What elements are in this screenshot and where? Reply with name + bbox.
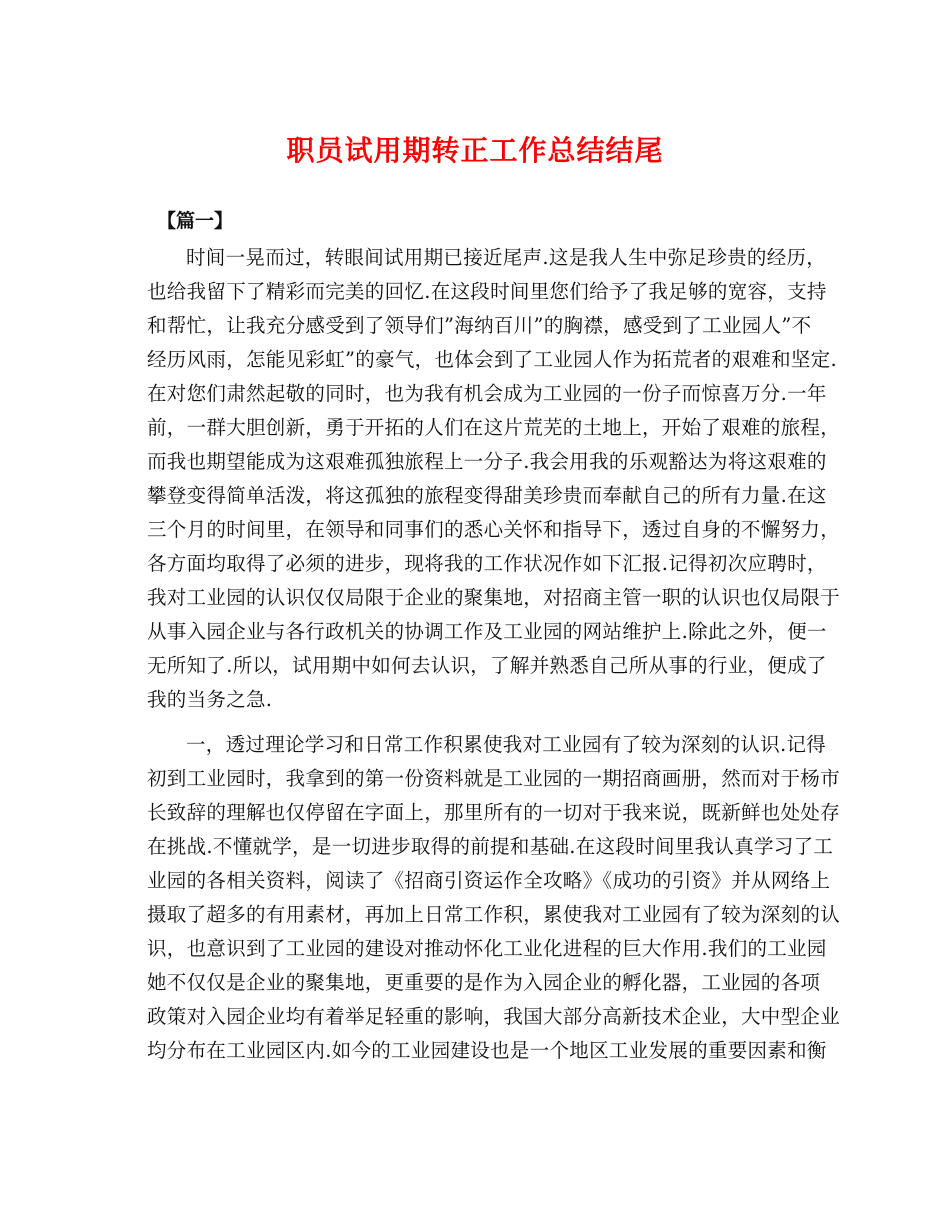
document-title: 职员试用期转正工作总结结尾 [286,134,664,167]
paragraph-line: 三个月的时间里，在领导和同事们的悉心关怀和指导下，透过自身的不懈努力， [147,518,841,541]
section-label: 【篇一】 [157,210,234,232]
paragraph-line: 她不仅仅是企业的聚集地，更重要的是作为入园企业的孵化器，工业园的各项 [147,971,821,994]
paragraph-line: 从事入园企业与各行政机关的协调工作及工业园的网站维护上.除此之外，便一 [147,620,827,643]
paragraph-line: 摄取了超多的有用素材，再加上日常工作积，累使我对工业园有了较为深刻的认 [147,903,841,926]
paragraph-line: 时间一晃而过，转眼间试用期已接近尾声.这是我人生中弥足珍贵的经历， [186,246,827,269]
paragraph-line: 初到工业园时，我拿到的第一份资料就是工业园的一期招商画册，然而对于杨市 [147,767,841,790]
paragraph-line: 和帮忙，让我充分感受到了领导们”海纳百川”的胸襟，感受到了工业园人”不 [147,314,812,337]
paragraph-line: 经历风雨，怎能见彩虹”的豪气，也体会到了工业园人作为拓荒者的艰难和坚定. [147,348,837,371]
paragraph-line: 长致辞的理解也仅停留在字面上，那里所有的一切对于我来说，既新鲜也处处存 [147,801,841,824]
paragraph-line: 我的当务之急. [147,688,273,711]
paragraph-line: 均分布在工业园区内.如今的工业园建设也是一个地区工业发展的重要因素和衡 [147,1039,827,1062]
paragraph-line: 而我也期望能成为这艰难孤独旅程上一分子.我会用我的乐观豁达为将这艰难的 [147,450,827,473]
paragraph-line: 在挑战.不懂就学，是一切进步取得的前提和基础.在这段时间里我认真学习了工 [147,835,834,858]
paragraph-line: 政策对入园企业均有着举足轻重的影响，我国大部分高新技术企业，大中型企业 [147,1005,841,1028]
paragraph-line: 无所知了.所以，试用期中如何去认识，了解并熟悉自己所从事的行业，便成了 [147,654,827,677]
paragraph-line: 我对工业园的认识仅仅局限于企业的聚集地，对招商主管一职的认识也仅局限于 [147,586,841,609]
paragraph-line: 识，也意识到了工业园的建设对推动怀化工业化进程的巨大作用.我们的工业园 [147,937,827,960]
paragraph-line: 在对您们肃然起敬的同时，也为我有机会成为工业园的一份子而惊喜万分.一年 [147,382,827,405]
paragraph-line: 一，透过理论学习和日常工作积累使我对工业园有了较为深刻的认识.记得 [186,733,827,756]
paragraph-line: 也给我留下了精彩而完美的回忆.在这段时间里您们给予了我足够的宽容，支持 [147,280,827,303]
paragraph-line: 业园的各相关资料，阅读了《招商引资运作全攻略》《成功的引资》并从网络上 [147,869,831,892]
paragraph-line: 攀登变得简单活泼，将这孤独的旅程变得甜美珍贵而奉献自己的所有力量.在这 [147,484,827,507]
paragraph-line: 前，一群大胆创新，勇于开拓的人们在这片荒芜的土地上，开始了艰难的旅程， [147,416,841,439]
paragraph-line: 各方面均取得了必须的进步，现将我的工作状况作如下汇报.记得初次应聘时， [147,552,827,575]
